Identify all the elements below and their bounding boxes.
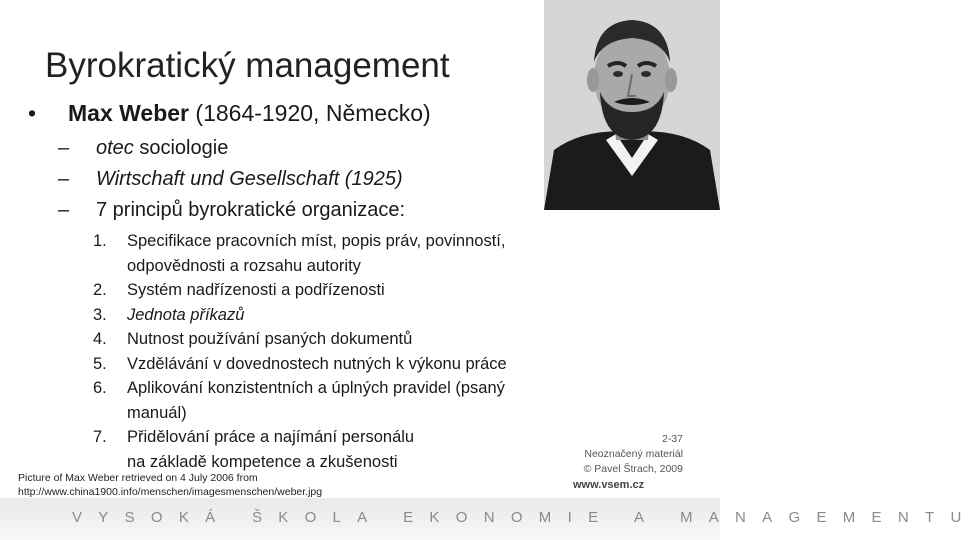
- principle-item: [93, 425, 507, 450]
- subbullet-italic: Wirtschaft und Gesellschaft (1925): [96, 168, 403, 190]
- subbullet-item: [58, 137, 228, 160]
- principle-item: [93, 303, 507, 328]
- principle-item-continuation: [93, 254, 507, 279]
- principle-item-continuation: [93, 401, 507, 426]
- image-caption: [18, 471, 322, 499]
- footer-school-name: VYSOKÁ ŠKOLA EKONOMIE A MANAGEMENTU: [72, 509, 978, 526]
- copyright-stamp: [584, 432, 683, 477]
- principle-text: Vzdělávání v dovednostech nutných k výkonu práce: [127, 354, 507, 373]
- subbullet-text: 7 principů byrokratické organizace:: [96, 199, 406, 221]
- principles-list: [93, 229, 507, 474]
- principle-number: 1.: [93, 232, 107, 250]
- portrait-photo: [544, 0, 720, 210]
- subbullet-item: [58, 199, 405, 222]
- principle-text: Jednota příkazů: [127, 305, 245, 324]
- slide-title: Byrokratický management: [45, 46, 450, 85]
- principle-item: [93, 327, 507, 352]
- principle-item: [93, 229, 507, 254]
- principle-number: 4.: [93, 330, 107, 348]
- principle-text: odpovědnosti a rozsahu autority: [127, 256, 361, 275]
- bullet-name: Max Weber: [68, 100, 190, 126]
- subbullet-dash: –: [58, 168, 70, 190]
- principle-number-blank: [93, 254, 127, 279]
- caption-line: Picture of Max Weber retrieved on 4 July 2006 from: [18, 472, 258, 484]
- principle-number: 3.: [93, 305, 107, 324]
- caption-url: http://www.china1900.info/menschen/imagesmenschen/weber.jpg: [18, 486, 323, 498]
- principle-number-blank: [93, 401, 127, 426]
- website-link[interactable]: www.vsem.cz: [573, 479, 645, 491]
- page-number: 2-37: [661, 433, 683, 445]
- bullet-marker: •: [28, 100, 37, 126]
- principle-number: 2.: [93, 281, 107, 299]
- subbullet-text: sociologie: [133, 137, 229, 159]
- stamp-line: Neoznačený materiál: [584, 448, 683, 460]
- principle-number: 5.: [93, 354, 107, 373]
- principle-item: [93, 278, 507, 303]
- principle-item: [93, 376, 507, 401]
- principle-text: Přidělování práce a najímání personálu: [127, 428, 415, 446]
- subbullet-item: [58, 168, 403, 191]
- portrait-photo-drawing: [544, 0, 720, 210]
- main-bullet: [28, 100, 431, 127]
- subbullet-dash: –: [58, 137, 70, 159]
- principle-text: Nutnost používání psaných dokumentů: [127, 330, 413, 348]
- subbullet-italic: otec: [96, 137, 134, 159]
- principle-text: Systém nadřízenosti a podřízenosti: [127, 281, 385, 299]
- bullet-detail: (1864-1920, Německo): [189, 100, 431, 126]
- principle-number: 6.: [93, 379, 107, 397]
- principle-text: Aplikování konzistentních a úplných pravidel (psaný: [127, 379, 505, 397]
- principle-text: manuál): [127, 403, 187, 422]
- principle-number: 7.: [93, 428, 107, 446]
- stamp-copyright: © Pavel Štrach, 2009: [583, 463, 683, 475]
- subbullet-dash: –: [58, 199, 70, 221]
- principle-item: [93, 352, 507, 377]
- principle-text: Specifikace pracovních míst, popis práv, povinností,: [127, 232, 506, 250]
- principle-text: na základě kompetence a zkušenosti: [127, 452, 398, 471]
